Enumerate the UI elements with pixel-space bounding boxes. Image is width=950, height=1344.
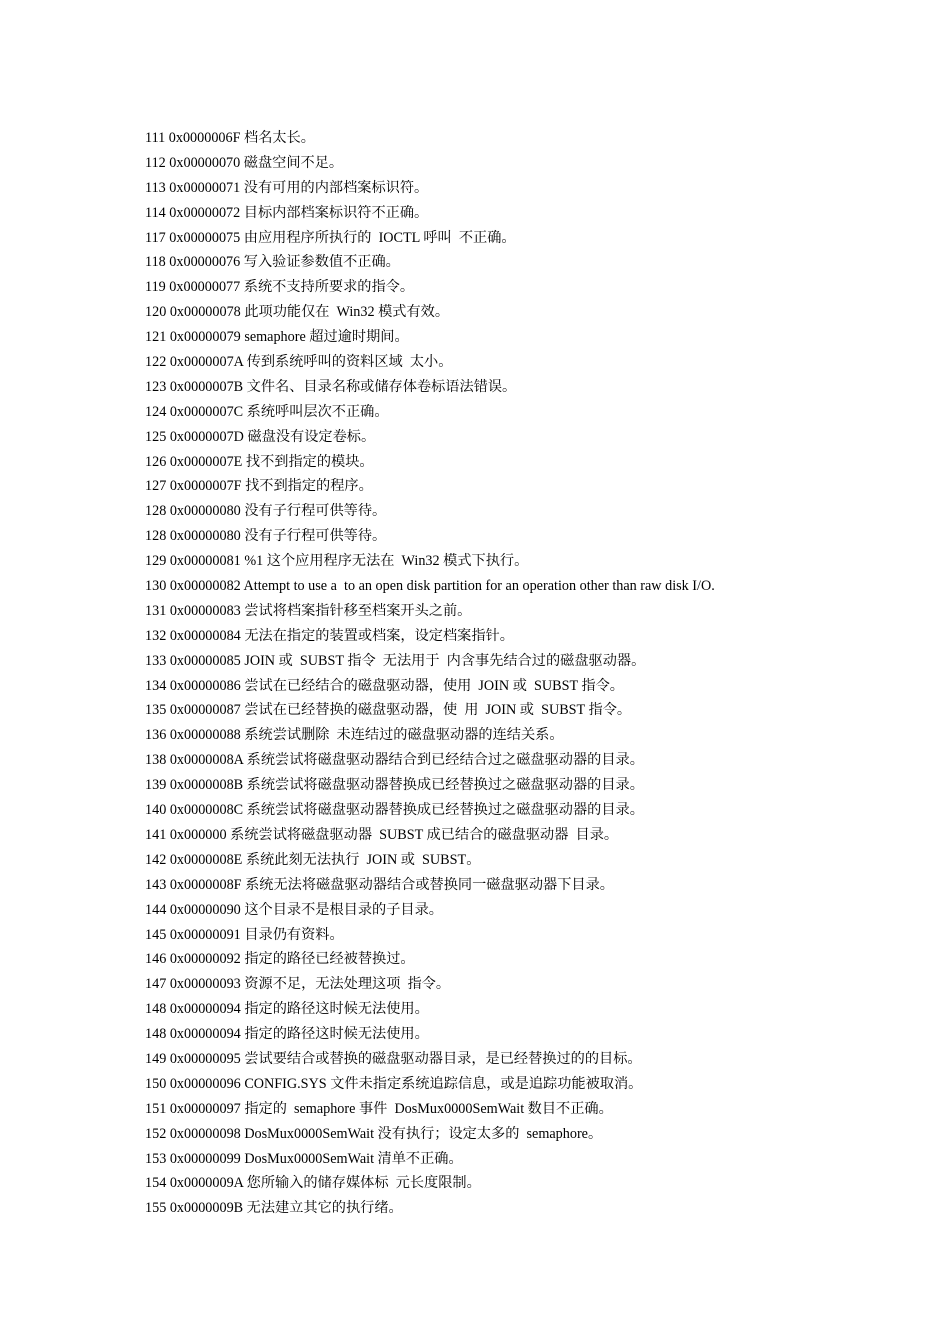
error-code-line: 154 0x0000009A 您所输入的储存媒体标 元长度限制。 xyxy=(145,1175,481,1192)
error-code-line: 136 0x00000088 系统尝试删除 未连结过的磁盘驱动器的连结关系。 xyxy=(145,727,564,744)
error-code-line: 112 0x00000070 磁盘空间不足。 xyxy=(145,154,344,171)
error-code-line: 123 0x0000007B 文件名、目录名称或储存体卷标语法错误。 xyxy=(145,378,517,395)
error-code-line: 155 0x0000009B 无法建立其它的执行绪。 xyxy=(145,1200,403,1217)
error-code-line: 111 0x0000006F 档名太长。 xyxy=(145,130,315,146)
error-code-line: 119 0x00000077 系统不支持所要求的指令。 xyxy=(145,279,415,296)
error-code-line: 140 0x0000008C 系统尝试将磁盘驱动器替换成已经替换过之磁盘驱动器的目录。 xyxy=(145,802,644,819)
error-code-line: 148 0x00000094 指定的路径这时候无法使用。 xyxy=(145,1026,429,1043)
error-code-line: 135 0x00000087 尝试在已经替换的磁盘驱动器，使 用 JOIN 或 SUBST 指令。 xyxy=(145,702,632,719)
error-code-line: 113 0x00000071 没有可用的内部档案标识符。 xyxy=(145,179,429,196)
error-code-line: 114 0x00000072 目标内部档案标识符不正确。 xyxy=(145,204,429,221)
error-code-line: 149 0x00000095 尝试要结合或替换的磁盘驱动器目录，是已经替换过的的目标。 xyxy=(145,1050,642,1067)
error-code-line: 144 0x00000090 这个目录不是根目录的子目录。 xyxy=(145,901,443,918)
error-code-line: 145 0x00000091 目录仍有资料。 xyxy=(145,926,344,943)
error-code-line: 128 0x00000080 没有子行程可供等待。 xyxy=(145,503,387,520)
error-code-list xyxy=(145,126,905,1221)
error-code-line: 147 0x00000093 资源不足，无法处理这项 指令。 xyxy=(145,976,451,993)
error-code-line: 117 0x00000075 由应用程序所执行的 IOCTL 呼叫 不正确。 xyxy=(145,229,516,246)
error-code-line: 122 0x0000007A 传到系统呼叫的资料区域 太小。 xyxy=(145,354,453,371)
error-code-line: 127 0x0000007F 找不到指定的程序。 xyxy=(145,478,373,495)
error-code-line: 126 0x0000007E 找不到指定的模块。 xyxy=(145,453,374,470)
error-code-line: 134 0x00000086 尝试在已经结合的磁盘驱动器，使用 JOIN 或 SUBST 指令。 xyxy=(145,677,624,694)
error-code-line: 153 0x00000099 DosMux0000SemWait 清单不正确。 xyxy=(145,1150,463,1167)
error-code-line: 118 0x00000076 写入验证参数值不正确。 xyxy=(145,254,400,271)
error-code-line: 152 0x00000098 DosMux0000SemWait 没有执行；设定太多的 semaphore。 xyxy=(145,1125,603,1142)
error-code-line: 121 0x00000079 semaphore 超过逾时期间。 xyxy=(145,329,409,346)
error-code-line: 130 0x00000082 Attempt to use a to an open disk partition for an operation other than raw disk I/O. xyxy=(145,578,715,595)
error-code-line: 124 0x0000007C 系统呼叫层次不正确。 xyxy=(145,403,389,420)
error-code-line: 146 0x00000092 指定的路径已经被替换过。 xyxy=(145,951,415,968)
error-code-line: 139 0x0000008B 系统尝试将磁盘驱动器替换成已经替换过之磁盘驱动器的目录。 xyxy=(145,777,644,794)
error-code-line: 120 0x00000078 此项功能仅在 Win32 模式有效。 xyxy=(145,304,450,321)
error-code-line: 141 0x000000 系统尝试将磁盘驱动器 SUBST 成已结合的磁盘驱动器 目录。 xyxy=(145,826,619,843)
error-code-line: 142 0x0000008E 系统此刻无法执行 JOIN 或 SUBST。 xyxy=(145,851,481,868)
error-code-line: 128 0x00000080 没有子行程可供等待。 xyxy=(145,528,387,545)
error-code-line: 143 0x0000008F 系统无法将磁盘驱动器结合或替换同一磁盘驱动器下目录。 xyxy=(145,876,614,893)
error-code-line: 151 0x00000097 指定的 semaphore 事件 DosMux0000SemWait 数目不正确。 xyxy=(145,1100,613,1117)
error-code-line: 148 0x00000094 指定的路径这时候无法使用。 xyxy=(145,1001,429,1018)
error-code-line: 138 0x0000008A 系统尝试将磁盘驱动器结合到已经结合过之磁盘驱动器的目录。 xyxy=(145,752,644,769)
error-code-line: 132 0x00000084 无法在指定的装置或档案，设定档案指针。 xyxy=(145,627,514,644)
error-code-line: 125 0x0000007D 磁盘没有设定卷标。 xyxy=(145,428,376,445)
error-code-line: 150 0x00000096 CONFIG.SYS 文件未指定系统追踪信息，或是追踪功能被取消。 xyxy=(145,1075,643,1092)
error-code-line: 133 0x00000085 JOIN 或 SUBST 指令 无法用于 内含事先结合过的磁盘驱动器。 xyxy=(145,652,646,669)
error-code-line: 131 0x00000083 尝试将档案指针移至档案开头之前。 xyxy=(145,602,472,619)
error-code-line: 129 0x00000081 %1 这个应用程序无法在 Win32 模式下执行。 xyxy=(145,553,529,570)
